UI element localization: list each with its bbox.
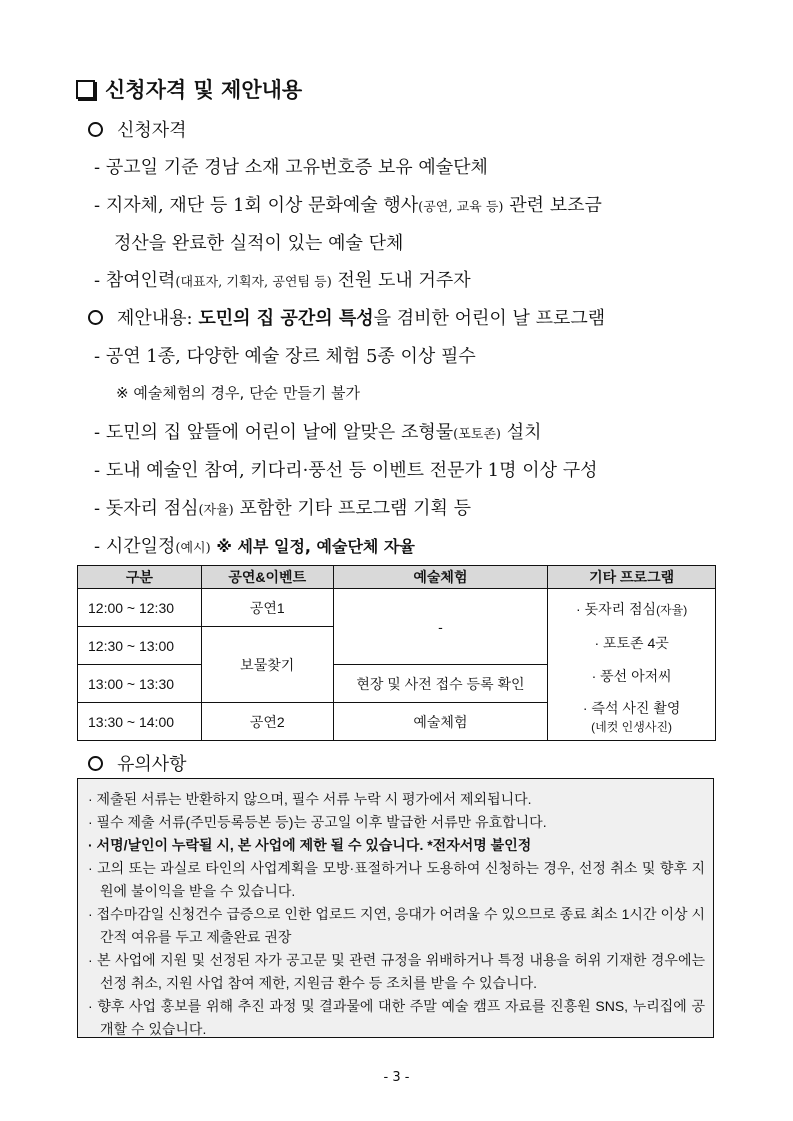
table-row [78,589,716,627]
table-header: 구분 [78,566,202,589]
notice-item: · 제출된 서류는 반환하지 않으며, 필수 서류 누락 시 평가에서 제외됩니다. [88,791,532,807]
etc-program-cell: · 돗자리 점심(자율) · 포토존 4곳 · 풍선 아저씨 · 즉석 사진 촬영 (네컷 인생사진) [548,589,716,741]
proposal-item: - 돗자리 점심(자율) 포함한 기타 프로그램 기획 등 [94,498,472,519]
notice-item: · 서명/날인이 누락될 시, 본 사업에 제한 될 수 있습니다. *전자서명 불인정 [88,837,532,853]
proposal-item: - 도민의 집 앞뜰에 어린이 날에 알맞은 조형물(포토존) 설치 [94,422,542,443]
proposal-item: - 시간일정(예시) ※ 세부 일정, 예술단체 자율 [94,536,415,557]
time-cell: 12:00 ~ 12:30 [78,589,202,627]
experience-cell: 현장 및 사전 접수 등록 확인 [333,665,548,703]
proposal-heading: 제안내용: 도민의 집 공간의 특성을 겸비한 어린이 날 프로그램 [88,304,605,330]
eligibility-item: - 지자체, 재단 등 1회 이상 문화예술 행사(공연, 교육 등) 관련 보조금 [94,195,602,216]
notice-item: · 필수 제출 서류(주민등록등본 등)는 공고일 이후 발급한 서류만 유효합니다. [88,814,547,830]
notice-box [77,778,714,1038]
eligibility-item: - 공고일 기준 경남 소재 고유번호증 보유 예술단체 [94,157,488,178]
proposal-note: ※ 예술체험의 경우, 단순 만들기 불가 [116,384,361,402]
notice-heading: 유의사항 [88,750,187,776]
section-title-text: 신청자격 및 제안내용 [105,78,303,102]
table-header-row [78,566,716,589]
page-number: - 3 - [383,1070,410,1085]
table-header: 공연&이벤트 [201,566,333,589]
event-cell: 보물찾기 [201,627,333,703]
event-cell: 공연1 [201,589,333,627]
table-header: 예술체험 [333,566,548,589]
proposal-item: - 공연 1종, 다양한 예술 장르 체험 5종 이상 필수 [94,346,476,367]
notice-item: · 향후 사업 홍보를 위해 추진 과정 및 결과물에 대한 주말 예술 캠프 자료를 진흥원 SNS, 누리집에 공개할 수 있습니다. [88,998,705,1037]
eligibility-item: - 참여인력(대표자, 기획자, 공연팀 등) 전원 도내 거주자 [94,270,471,291]
experience-cell: 예술체험 [333,703,548,741]
eligibility-heading: 신청자격 [88,116,187,142]
table-header: 기타 프로그램 [548,566,716,589]
experience-cell: - [333,589,548,665]
section-title [76,74,302,104]
proposal-item: - 도내 예술인 참여, 키다리·풍선 등 이벤트 전문가 1명 이상 구성 [94,460,598,481]
circle-bullet-icon [88,756,103,771]
time-cell: 13:00 ~ 13:30 [78,665,202,703]
notice-item: · 고의 또는 과실로 타인의 사업계획을 모방·표절하거나 도용하여 신청하는 경우, 선정 취소 및 향후 지원에 불이익을 받을 수 있습니다. [88,860,705,899]
checkbox-square-icon [76,80,95,99]
circle-bullet-icon [88,122,103,137]
schedule-table [77,565,716,741]
eligibility-item-continued: 정산을 완료한 실적이 있는 예술 단체 [114,233,404,254]
event-cell: 공연2 [201,703,333,741]
notice-item: · 본 사업에 지원 및 선정된 자가 공고문 및 관련 규정을 위배하거나 특정 내용을 허위 기재한 경우에는 선정 취소, 지원 사업 참여 제한, 지원금 환수 등 조치를 받을 수 있습니다. [88,952,705,991]
notice-item: · 접수마감일 신청건수 급증으로 인한 업로드 지연, 응대가 어려울 수 있으므로 종료 최소 1시간 이상 시간적 여유를 두고 제출완료 권장 [88,906,705,945]
time-cell: 12:30 ~ 13:00 [78,627,202,665]
time-cell: 13:30 ~ 14:00 [78,703,202,741]
circle-bullet-icon [88,310,103,325]
